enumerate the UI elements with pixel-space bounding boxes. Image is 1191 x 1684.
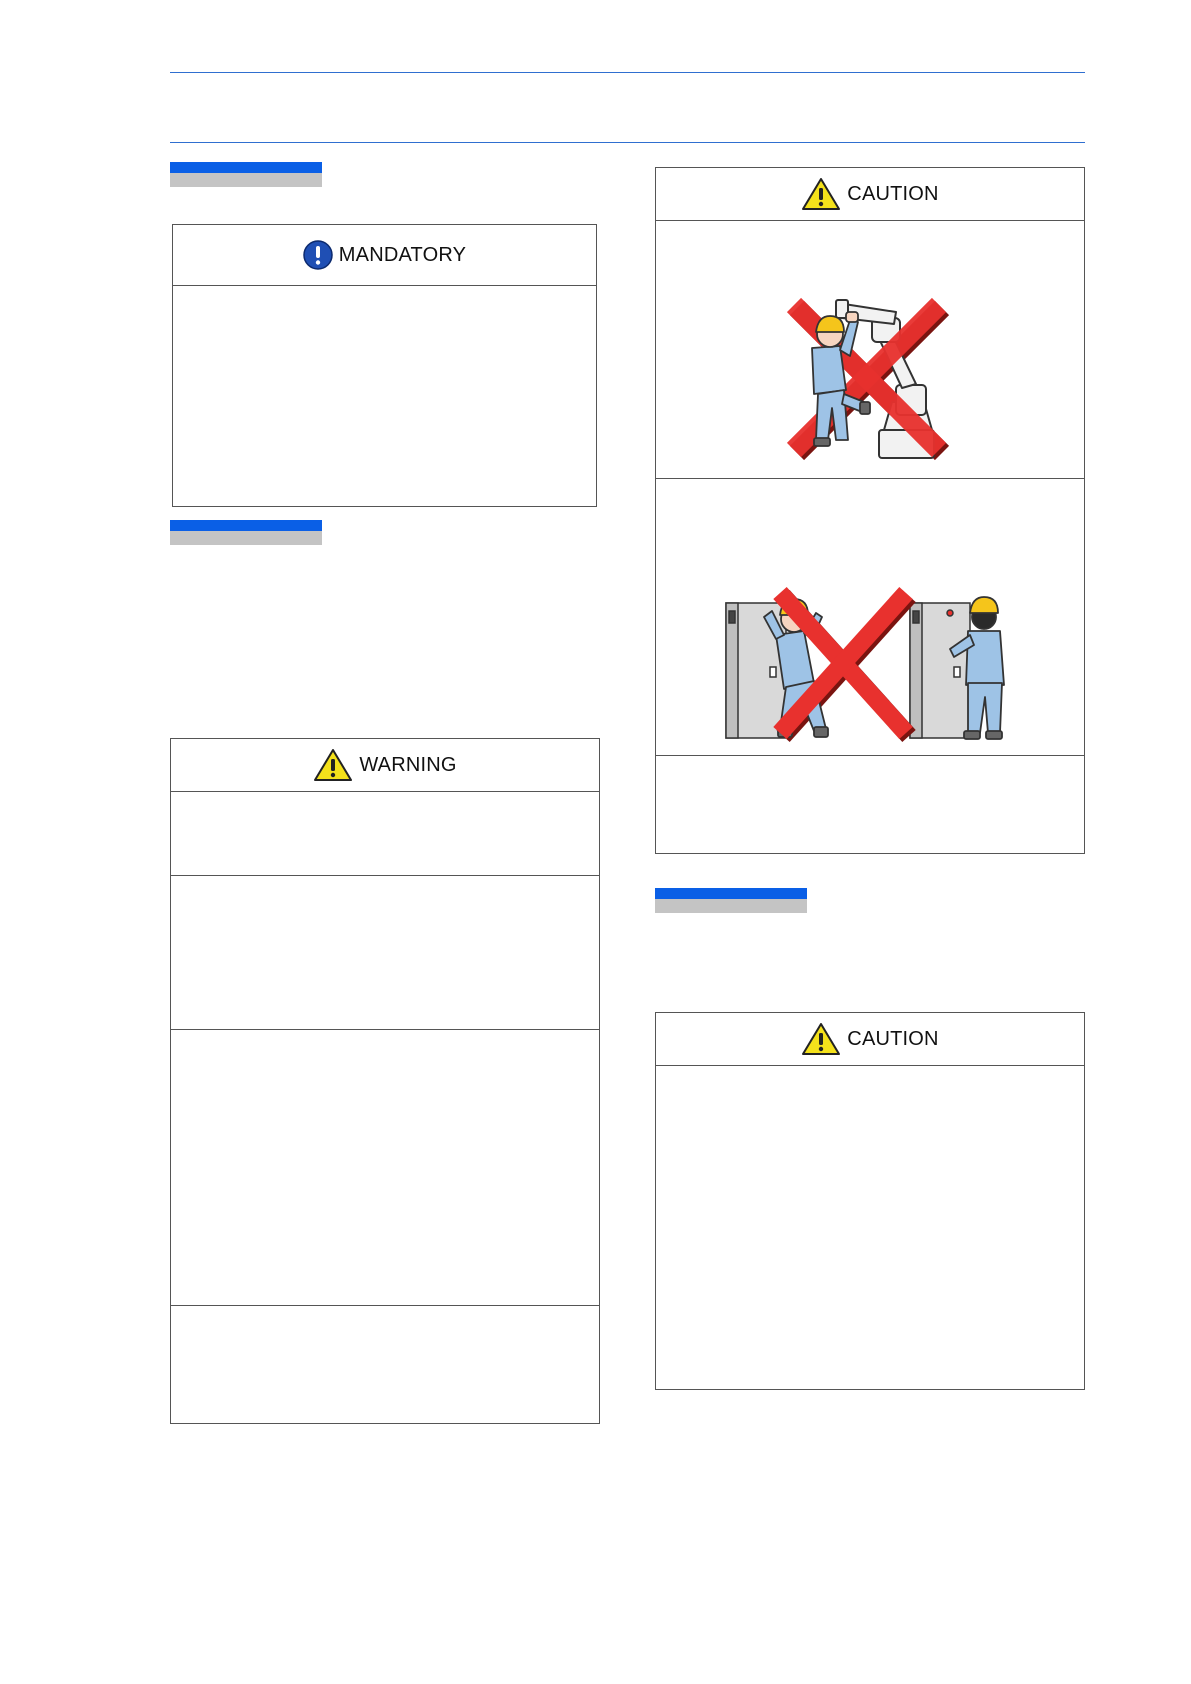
warning-triangle-icon [801, 1022, 841, 1056]
header-rule-bottom [170, 142, 1085, 143]
section-marker-1 [170, 162, 322, 187]
warning-box-header [171, 739, 599, 792]
section-marker-3 [655, 888, 807, 913]
caution-cell-cabinet [656, 478, 1084, 756]
warning-box-title: WARNING [359, 753, 457, 776]
warning-triangle-icon [313, 748, 353, 782]
caution-cell-robot [656, 220, 1084, 479]
warning-cell-2 [171, 875, 599, 1030]
warning-cell-1 [171, 791, 599, 876]
warning-cell-4 [171, 1305, 599, 1423]
leaning-on-cabinet-prohibited-illustration [718, 583, 1028, 743]
caution-box-1-header [656, 168, 1084, 221]
mandatory-box-title: MANDATORY [338, 243, 467, 266]
caution-box-2-title: CAUTION [847, 1027, 939, 1050]
warning-box [170, 738, 600, 1424]
mandatory-icon [303, 240, 333, 270]
mandatory-box [172, 224, 597, 507]
climbing-robot-prohibited-illustration [784, 290, 954, 465]
header-rule-top [170, 72, 1085, 73]
caution-box-1-title: CAUTION [847, 182, 939, 205]
section-marker-2 [170, 520, 322, 545]
warning-triangle-icon [801, 177, 841, 211]
mandatory-box-header [173, 225, 596, 286]
warning-cell-3 [171, 1029, 599, 1306]
caution-cell-3 [656, 755, 1084, 853]
caution-box-2-header [656, 1013, 1084, 1066]
caution-box-1 [655, 167, 1085, 854]
caution-box-2 [655, 1012, 1085, 1390]
